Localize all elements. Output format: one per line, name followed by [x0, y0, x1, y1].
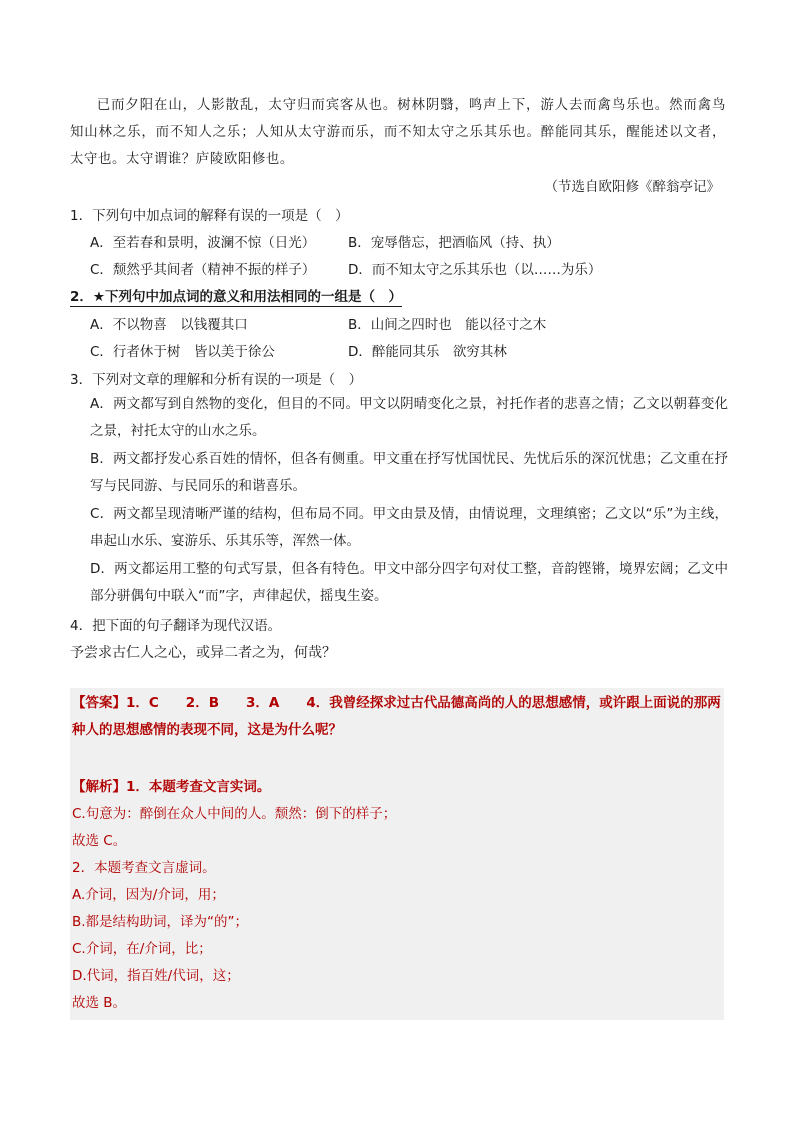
analysis-line-7: C.介词，在/介词，比； — [72, 941, 212, 957]
question-3-stem: 3．下列对文章的理解和分析有误的一项是（ ） — [70, 372, 363, 388]
analysis-line-2: C.句意为：醉倒在众人中间的人。颓然：倒下的样子； — [72, 806, 397, 822]
question-1-option-b: B．宠辱偕忘，把酒临风（持、执） — [348, 235, 560, 251]
answer-text: 【答案】1．C 2．B 3．A 4．我曾经探求过古代品德高尚的人的思想感情，或许跟上面说的那两种人的思想感情的表现不同，这是为什么呢？ — [72, 695, 721, 738]
question-1-option-c: C．颓然乎其间者（精神不振的样子） — [90, 262, 316, 278]
question-1-option-a: A．至若春和景明，波澜不惊（日光） — [90, 235, 316, 251]
question-3-option-b: B．两文都抒发心系百姓的情怀，但各有侧重。甲文重在抒写忧国忧民、先忧后乐的深沉忧患；乙文重在抒写与民同游、与民同乐的和谐喜乐。 — [90, 451, 728, 494]
question-2-option-d: D．醉能同其乐 欲穷其林 — [348, 344, 507, 360]
analysis-line-8: D.代词，指百姓/代词，这； — [72, 968, 240, 984]
question-2-option-a: A．不以物喜 以钱覆其口 — [90, 317, 248, 333]
analysis-line-6: B.都是结构助词，译为“的”； — [72, 914, 249, 930]
question-4-stem: 4．把下面的句子翻译为现代汉语。 — [70, 618, 282, 634]
question-3-option-a: A．两文都写到自然物的变化，但目的不同。甲文以阴晴变化之景，衬托作者的悲喜之情；乙文以朝暮变化之景，衬托太守的山水之乐。 — [90, 396, 728, 439]
question-4-sentence: 予尝求古仁人之心，或异二者之为，何哉？ — [70, 645, 336, 661]
analysis-line-1: 【解析】1．本题考查文言实词。 — [72, 779, 271, 795]
passage-text: 已而夕阳在山，人影散乱，太守归而宾客从也。树林阴翳，鸣声上下，游人去而禽鸟乐也。然而禽鸟知山林之乐，而不知人之乐；人知从太守游而乐，而不知太守之乐其乐也。醉能同其乐，醒能述以文者，太守也。太守谓谁？庐陵欧阳修也。 — [70, 98, 726, 167]
question-2-stem — [70, 285, 730, 305]
question-2-option-c: C．行者休于树 皆以美于徐公 — [90, 344, 275, 360]
question-1-stem: 1．下列句中加点词的解释有误的一项是（ ） — [70, 208, 349, 224]
passage-source: （节选自欧阳修《醉翁亭记》 — [544, 179, 720, 195]
question-2-option-b: B．山间之四时也 能以径寸之木 — [348, 317, 547, 333]
question-3-option-d: D．两文都运用工整的句式写景，但各有特色。甲文中部分四字句对仗工整，音韵铿锵，境界宏阔；乙文中部分骈偶句中联入“而”字，声律起伏，摇曳生姿。 — [90, 561, 728, 604]
question-2-stem-text: 2．★下列句中加点词的意义和用法相同的一组是（ ） — [70, 289, 402, 305]
analysis-line-5: A.介词，因为/介词，用； — [72, 887, 225, 903]
analysis-line-4: 2．本题考查文言虚词。 — [72, 860, 216, 876]
analysis-line-9: 故选 B。 — [72, 995, 127, 1011]
question-3-option-c: C．两文都呈现清晰严谨的结构，但布局不同。甲文由景及情，由情说理，文理缜密；乙文以“乐”为主线，串起山水乐、宴游乐、乐其乐等，浑然一体。 — [90, 506, 728, 549]
question-1-option-d: D．而不知太守之乐其乐也（以……为乐） — [348, 262, 602, 278]
analysis-line-3: 故选 C。 — [72, 833, 127, 849]
